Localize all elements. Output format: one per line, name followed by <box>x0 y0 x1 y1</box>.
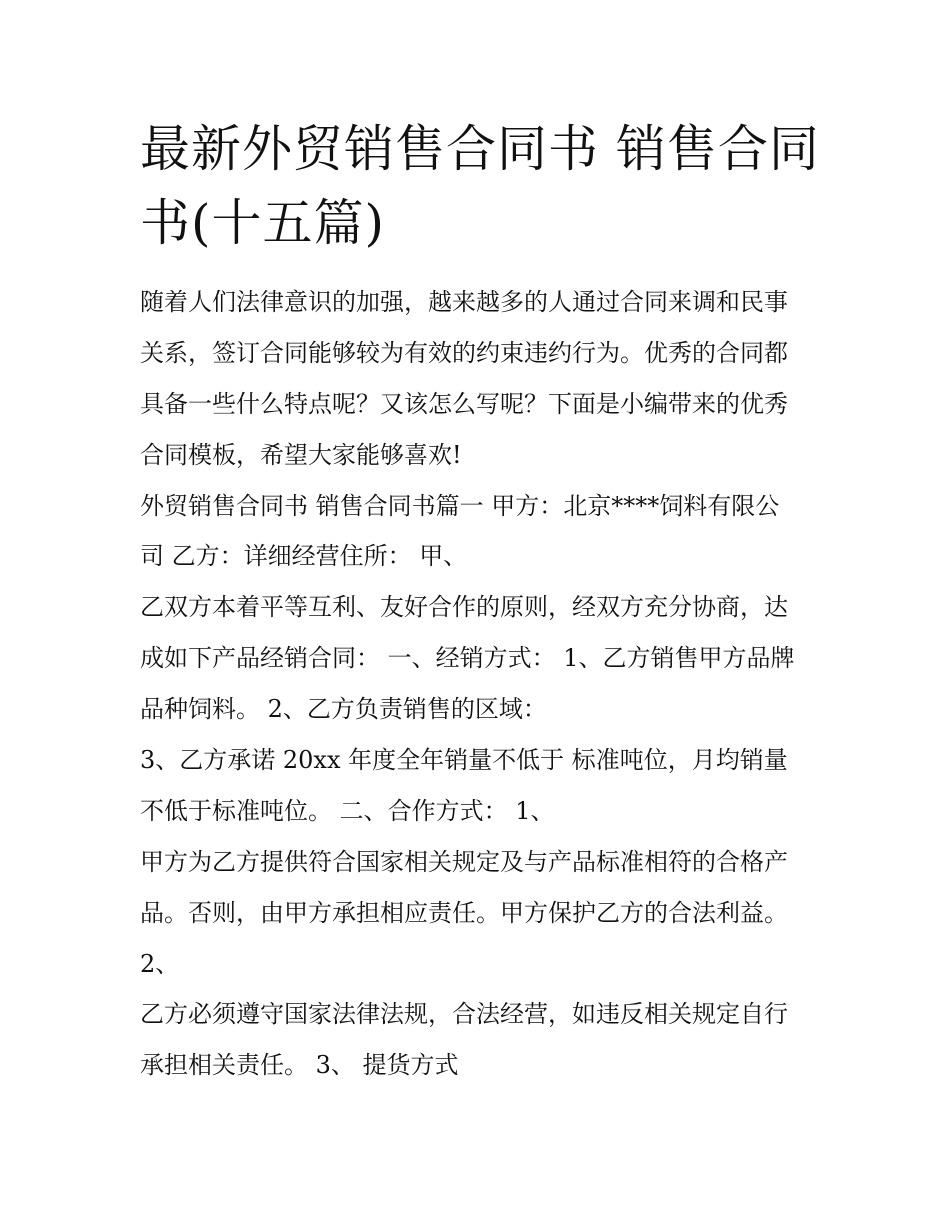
body-line: 承担相关责任。 3、 提货方式 <box>140 1051 459 1080</box>
body-line: 品。否则，由甲方承担相应责任。甲方保护乙方的合法利益。 <box>140 898 788 927</box>
title-line: 最新外贸销售合同书 销售合同 <box>140 120 820 178</box>
body-line: 外贸销售合同书 销售合同书篇一 甲方：北京****饲料有限公 <box>140 491 780 520</box>
document-body <box>140 282 830 1096</box>
title-line: 书(十五篇) <box>140 194 386 252</box>
document-title <box>140 112 820 260</box>
body-line: 甲方为乙方提供符合国家相关规定及与产品标准相符的合格产 <box>140 847 788 876</box>
body-line: 成如下产品经销合同： 一、经销方式： 1、乙方销售甲方品牌 <box>140 644 795 673</box>
body-line: 3、乙方承诺 20xx 年度全年销量不低于 标准吨位，月均销量 <box>140 746 788 775</box>
body-line: 具备一些什么特点呢？又该怎么写呢？下面是小编带来的优秀 <box>140 389 788 418</box>
body-line: 合同模板，希望大家能够喜欢! <box>140 440 462 469</box>
body-line: 乙双方本着平等互利、友好合作的原则，经双方充分协商，达 <box>140 593 788 622</box>
body-line: 不低于标准吨位。 二、合作方式： 1、 <box>140 796 555 825</box>
body-line: 司 乙方：详细经营住所： 甲、 <box>140 542 468 571</box>
body-line: 随着人们法律意识的加强，越来越多的人通过合同来调和民事 <box>140 288 788 316</box>
body-line: 关系，签订合同能够较为有效的约束违约行为。优秀的合同都 <box>140 338 788 367</box>
body-line: 2、 <box>140 949 180 978</box>
body-line: 乙方必须遵守国家法律法规，合法经营，如违反相关规定自行 <box>140 1000 788 1029</box>
body-line: 品种饲料。 2、乙方负责销售的区域： <box>140 695 547 724</box>
